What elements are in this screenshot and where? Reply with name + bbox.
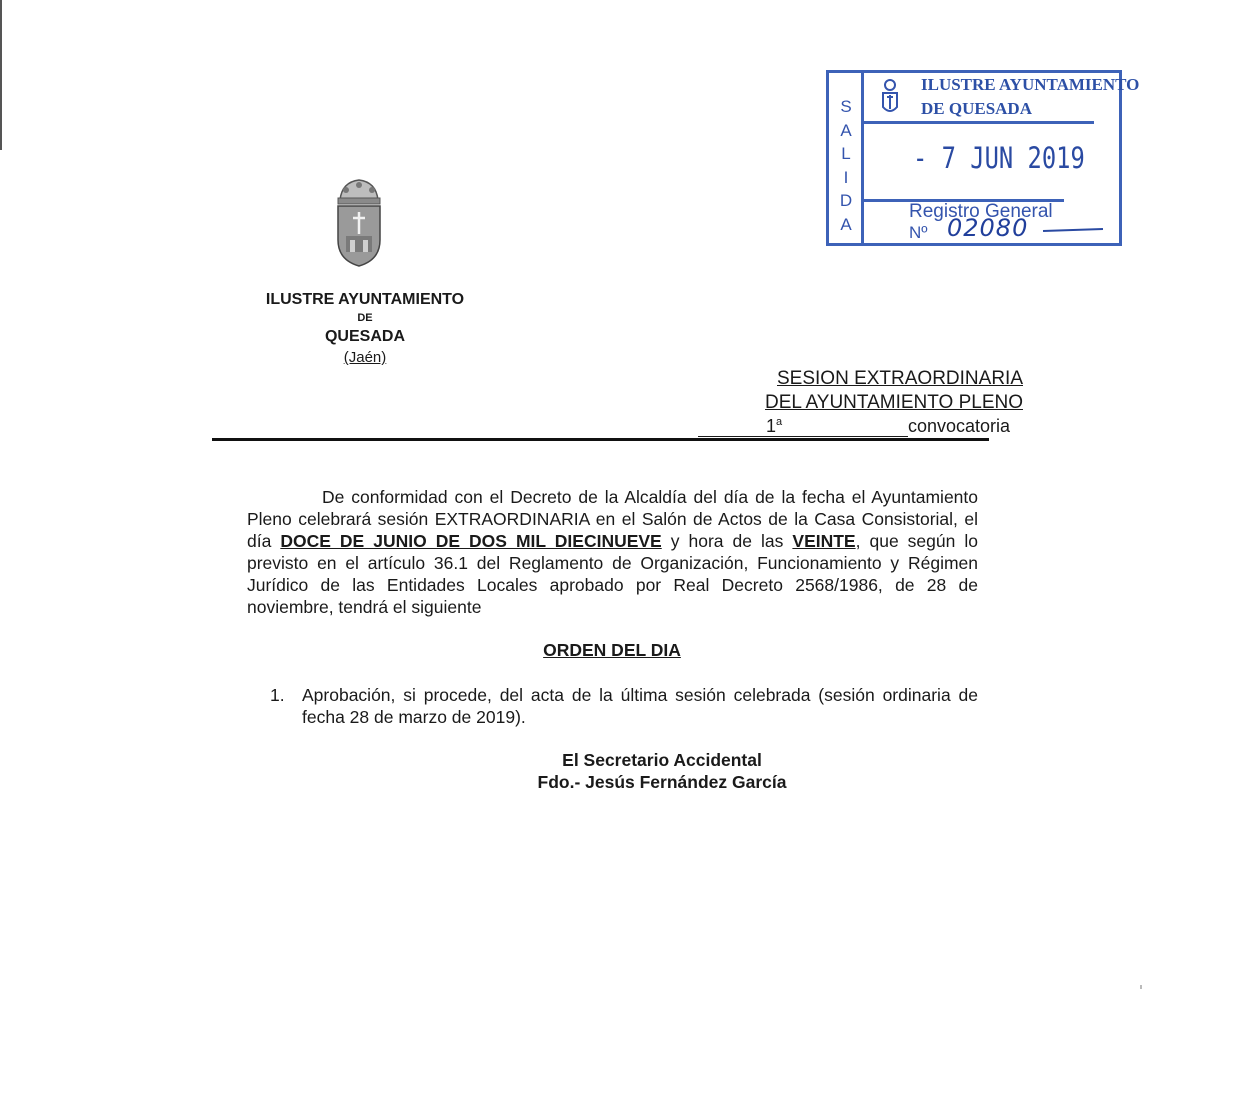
session-hour: VEINTE xyxy=(792,531,856,552)
header-rule xyxy=(212,438,989,441)
stamp-side-letter: S xyxy=(840,97,852,116)
signature-title: El Secretario Accidental xyxy=(562,750,762,770)
call-number xyxy=(766,416,782,437)
agenda-item-number: 1. xyxy=(270,685,285,705)
signature-name: Fdo.- Jesús Fernández García xyxy=(537,772,787,792)
session-title-line1: SESION EXTRAORDINARIA xyxy=(777,368,1023,389)
stamp-registry-label: Registro General xyxy=(909,201,1053,222)
call-number-value: 1 xyxy=(766,416,777,436)
stamp-side-letter: A xyxy=(840,120,852,140)
stamp-top-rule xyxy=(864,121,1094,124)
stamp-divider xyxy=(861,73,864,243)
session-date: DOCE DE JUNIO DE DOS MIL DIECINUEVE xyxy=(280,531,662,552)
stamp-date: - 7 JUN 2019 xyxy=(913,141,1085,175)
session-title-line2: DEL AYUNTAMIENTO PLENO xyxy=(765,392,1023,413)
page-edge-line xyxy=(0,0,2,150)
call-label: convocatoria xyxy=(908,416,1011,436)
agenda-title: ORDEN DEL DIA xyxy=(543,640,681,660)
stamp-dash xyxy=(1043,228,1103,232)
paragraph-text: , que según lo previsto en el artículo 36.1 del Reglamento de Organización, Funcionamiento y Régimen Jurídico de las Entidades Locales aprobado por Real Decreto 2568/1986, de 28 de noviembre, tendrá el siguiente xyxy=(247,531,978,618)
stamp-org-line: ILUSTRE AYUNTAMIENTO xyxy=(921,75,1140,94)
paragraph-text: y hora de las xyxy=(670,531,784,552)
letterhead-org: ILUSTRE AYUNTAMIENTO xyxy=(265,291,465,308)
coat-of-arms-icon xyxy=(332,176,386,268)
paragraph-text: De conformidad con el Decreto de la Alcaldía del día de la fecha el Ayuntamiento Pleno celebrará sesión EXTRAORDINARIA en el Salón de Actos de la Casa Consistorial, el día xyxy=(247,487,978,552)
call-number-superscript: a xyxy=(776,416,783,428)
stamp-side-label xyxy=(835,95,857,236)
stamp-registry-number: 02080 xyxy=(947,214,1029,242)
letterhead-province xyxy=(200,349,530,366)
agenda-item-text: Aprobación, si procede, del acta de la última sesión celebrada (sesión ordinaria de fecha 28 de marzo de 2019). xyxy=(302,685,978,728)
stamp-org-name xyxy=(921,73,1139,121)
stamp-number-label: Nº xyxy=(909,223,928,242)
letterhead-de: DE xyxy=(357,312,373,324)
stamp-side-letter: A xyxy=(840,214,852,234)
scan-speck xyxy=(1140,985,1142,989)
call-underline xyxy=(698,436,908,437)
stamp-side-letter: I xyxy=(843,167,849,187)
stamp-side-letter: D xyxy=(839,191,853,210)
letterhead-town: QUESADA xyxy=(324,328,405,345)
convocation-paragraph xyxy=(247,486,978,619)
registry-stamp xyxy=(826,70,1140,246)
letterhead-province-text: (Jaén) xyxy=(343,349,387,366)
stamp-org-line: DE QUESADA xyxy=(921,99,1032,118)
call-line xyxy=(698,416,1024,440)
stamp-side-letter: L xyxy=(841,144,851,163)
stamp-crest-icon xyxy=(877,79,903,119)
